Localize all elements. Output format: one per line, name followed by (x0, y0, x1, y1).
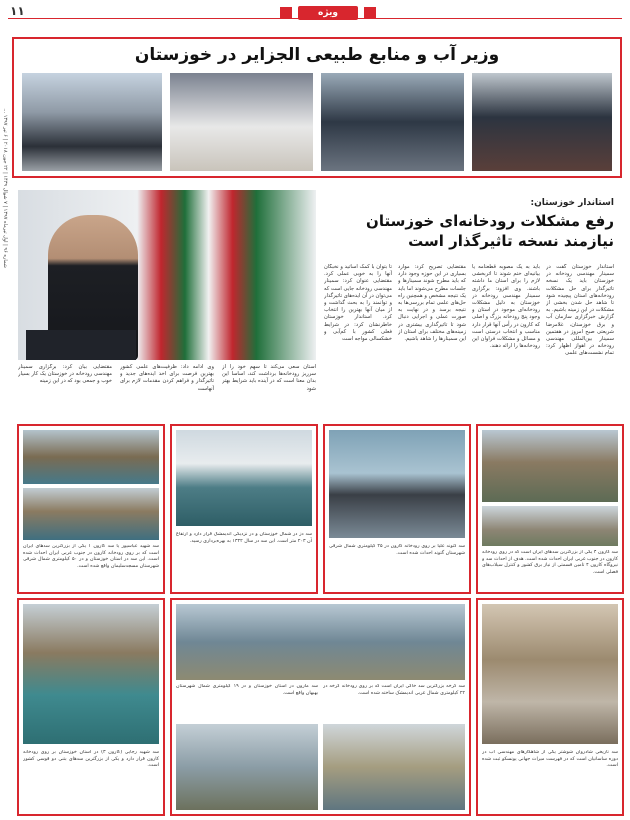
dam-aerial-photo-b (323, 724, 465, 810)
top-photo-4 (22, 73, 162, 171)
dam-photo-5 (482, 604, 618, 744)
main-col-2: باید به یک مصوبه قطعنامه یا بیانیه‌ای ختم شوند تا اثربخشی لازم را برای استان ما داشته باشند. وی افزود: برگزاری سمینار مهندسی رودخانه در خوزستان به دلیل مشکلات رودخانه‌ای موجود در استان و وجود پنج رودخانه بزرگ و اصلی که کارون در رأس آنها قرار دارد مناسب و انتخاب درستی است و مسائل و مشکلات فراوان این رودخانه‌ها را ارائه دهند. (472, 264, 540, 350)
caption-3: سد گتوند علیا بر روی رودخانه کارون در ۲۵ کیلومتری شمال شرقی شهرستان گتوند احداث شده است. (329, 544, 465, 556)
main-col-3: مقتضایی تصریح کرد: موارد بسیاری در این حوزه وجود دارد که باید مطرح شوند سمینارها و جلسات مطرح می‌شوند اما باید یک نتیجه مشخص و همچنین راه حل‌های علمی تمام بررسی‌ها به نتیجه برسد و در نهایت به صورت عملی و اجرایی دنبال شود تا تاثیرگذاری بیشتری در زمینه‌های مختلف برای استان از این سمینارها را شاهد باشیم. (398, 264, 466, 343)
caption-2: سد دز در شمال خوزستان و در نزدیکی اندیمشک قرار دارد و ارتفاع آن ۲۰۳ متر است. این سد در سال ۱۳۴۲ به بهره‌برداری رسید. (176, 532, 312, 544)
grid-box-2 (323, 424, 471, 594)
caption-1: سد کارون ۴ یکی از بزرگترین سدهای ایران است که در روی رودخانه کارون در جنوب غربی ایران احداث شده است. هدف از احداث سد و نیروگاه کارون ۴ تامین قسمتی از نیاز برق کشور و کنترل سیلاب‌های فصلی است. (482, 550, 618, 575)
governor-photo (18, 190, 316, 360)
page-header (0, 0, 630, 30)
top-photo-3 (170, 73, 313, 171)
caption-8: سد تاریخی شادروان شوشتر یکی از شاهکارهای مهندسی آب در دوره ساسانیان است که در فهرست میراث جهانی یونسکو ثبت شده است. (482, 750, 618, 769)
dam-photo-1b (482, 506, 618, 546)
main-story (0, 180, 630, 420)
caption-6: سد شهید رجایی (کارون ۳) در استان خوزستان بر روی رودخانه کارون قرار دارد و یکی از بزرگترین سدهای بتنی دو قوسی کشور است. (23, 750, 159, 769)
side-strip-text: شماره ۹۶ | اول تیرماه ۱۳۹۷ | ۷ شوال ۱۴۳۹ | ۲۲ جون ۲۰۱۸ | ۶ تیر ۱۳۹۷ ... (2, 108, 8, 268)
spillway-photo (176, 430, 312, 526)
bottom-col-1: مقتضایی بیان کرد: برگزاری سمینار مهندسی رودخانه در خوزستان یک کار بسیار خوب و جمعی بود که در این زمینه (18, 364, 112, 385)
bottom-col-2: وی ادامه داد: ظرفیت‌های علمی کشور بهترین فرصت برای اخذ ایده‌های جدید و تاثیرگذار و فراهم کردن مقدمات لازم برای آنهاست (120, 364, 214, 392)
top-photo-2 (321, 73, 464, 171)
main-col-4: تا بتوان با کمک اساتید و نخبگان آنها را به خوبی عملی کرد. مقتضایی عنوان کرد: سمینار مهندسی رودخانه جایی است که می‌توان در آن ایده‌های تاثیرگذار و توانمند را به بحث گذاشت و از میان آنها بهترین را انتخاب کرد. استاندار خوزستان خاطرنشان کرد: در شرایط فعلی کشور با کم‌آبی و خشکسالی مواجه است (324, 264, 392, 343)
grid-box-6 (170, 598, 471, 816)
section-arrow-icon-2 (364, 7, 376, 19)
dam-photo-4a (23, 430, 159, 484)
main-story-headline-1: رفع مشکلات رودخانه‌ای خوزستان (366, 212, 614, 230)
dam-aerial-photo-a (176, 724, 318, 810)
top-photo-1 (472, 73, 612, 171)
section-arrow-icon (280, 7, 292, 19)
grid-box-1 (476, 424, 624, 594)
dam-photo-4b (23, 488, 159, 540)
grid-box-7 (17, 598, 165, 816)
dam-photo-7 (23, 604, 159, 744)
caption-5: سد کرخه بزرگترین سد خاکی ایران است که بر روی رودخانه کرخه در ۲۲ کیلومتری شمال غربی اندیمشک ساخته شده است. (323, 684, 465, 696)
top-story-frame (12, 37, 622, 178)
lake-aerial-photo (176, 604, 465, 680)
grid-box-5 (476, 598, 624, 816)
caption-7: سد مارون در استان خوزستان و در ۱۹ کیلومتری شمال شهرستان بهبهان واقع است. (176, 684, 318, 696)
grid-box-3 (170, 424, 318, 594)
caption-4: سد شهید عباسپور یا سد کارون ۱ یکی از بزرگترین سدهای ایران است که بر روی رودخانه کارون در جنوب غربی ایران احداث شده است. این سد در استان خوزستان و در ۵۰ کیلومتری شمال شرقی شهرستان مسجدسلیمان واقع شده است. (23, 544, 159, 569)
top-story-headline: وزیر آب و منابع طبیعی الجزایر در خوزستان (134, 45, 500, 65)
podium (26, 330, 136, 360)
river-man-photo (329, 430, 465, 538)
dam-photo-1 (482, 430, 618, 502)
bottom-col-3: استان سعی می‌کند تا سهم خود را از سرریز رودخانه‌ها برداشت کند، اساسا این بدان معنا است که در آینده باید شرایط بهتر شود (222, 364, 316, 392)
main-story-headline-2: نیازمند نسخه تاثیرگذار است (408, 232, 614, 250)
section-label: ویژه (318, 8, 338, 18)
main-story-kicker: استاندار خوزستان: (530, 198, 614, 208)
page-number: ١١ (10, 4, 25, 18)
grid-box-4 (17, 424, 165, 594)
main-col-1: استاندار خوزستان گفت در سمینار مهندسی رودخانه در خوزستان باید یک نسخه تاثیرگذار برای حل مشکلات رودخانه‌های استان پیچیده شود تا شاهد حل شدن بخشی از مشکلات در این زمینه باشیم. به گزارش خبرگزاری سازمان آب و برق خوزستان، غلامرضا شریعتی صبح امروز در هفتمین سمینار بین‌المللی مهندسی رودخانه در اهواز اظهار کرد: تمام نشست‌های علمی (546, 264, 614, 357)
section-tab (298, 6, 358, 20)
